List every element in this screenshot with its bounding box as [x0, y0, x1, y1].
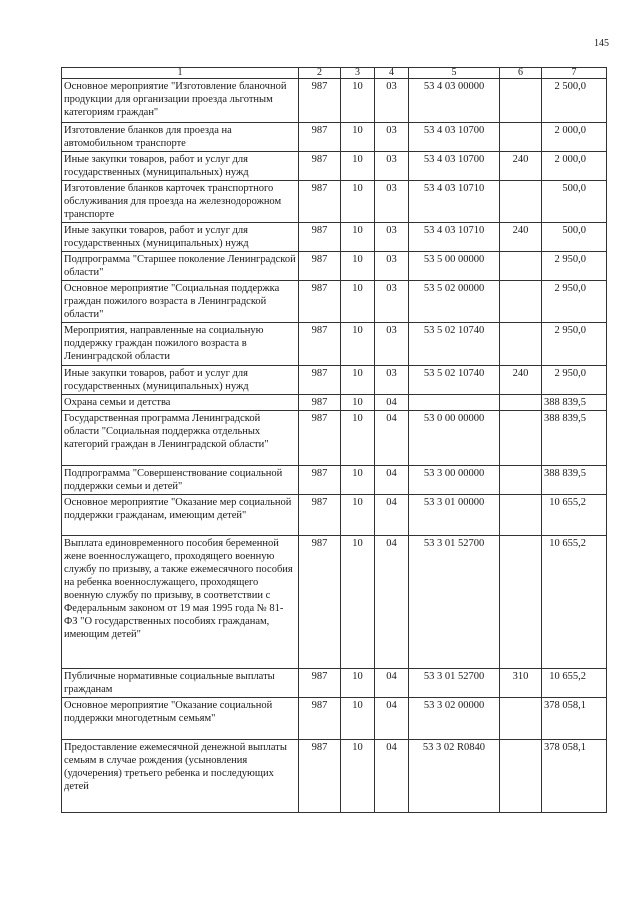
row-vr-cell	[500, 181, 542, 223]
row-sum-cell: 388 839,5	[542, 466, 607, 495]
row-grbs-cell: 987	[299, 323, 341, 366]
row-name-cell: Иные закупки товаров, работ и услуг для государственных (муниципальных) нужд	[62, 366, 299, 395]
row-csr-cell: 53 5 02 00000	[409, 281, 500, 323]
row-pr-cell: 03	[375, 252, 409, 281]
row-vr-cell	[500, 536, 542, 669]
row-csr-cell: 53 4 03 10700	[409, 123, 500, 152]
row-sum-cell: 10 655,2	[542, 495, 607, 536]
table-row	[62, 495, 607, 536]
table-row	[62, 152, 607, 181]
row-name-cell: Выплата единовременного пособия беременной жене военнослужащего, проходящего военную службу по призыву, а также ежемесячного пособия на ребенка военнослужащего, проходящего военную службу по призыву, в соответствии с Федеральным законом от 19 мая 1995 года № 81-ФЗ "О государственных пособиях гражданам, имеющим детей"	[62, 536, 299, 669]
row-sum-cell: 10 655,2	[542, 536, 607, 669]
row-csr-cell: 53 4 03 00000	[409, 79, 500, 123]
row-vr-cell	[500, 466, 542, 495]
row-csr-cell	[409, 395, 500, 411]
budget-table	[61, 67, 607, 813]
row-name-cell: Иные закупки товаров, работ и услуг для государственных (муниципальных) нужд	[62, 152, 299, 181]
table-row	[62, 223, 607, 252]
row-grbs-cell: 987	[299, 466, 341, 495]
header-col-vr: 6	[500, 68, 542, 79]
row-vr-cell	[500, 123, 542, 152]
row-grbs-cell: 987	[299, 740, 341, 813]
row-name-cell: Основное мероприятие "Социальная поддержка граждан пожилого возраста в Ленинградской области"	[62, 281, 299, 323]
row-vr-cell	[500, 411, 542, 466]
row-name-cell: Подпрограмма "Совершенствование социальной поддержки семьи и детей"	[62, 466, 299, 495]
row-name-cell: Иные закупки товаров, работ и услуг для государственных (муниципальных) нужд	[62, 223, 299, 252]
row-name-cell: Публичные нормативные социальные выплаты гражданам	[62, 669, 299, 698]
row-pr-cell: 03	[375, 281, 409, 323]
row-pr-cell: 04	[375, 536, 409, 669]
row-vr-cell	[500, 252, 542, 281]
row-csr-cell: 53 3 02 R0840	[409, 740, 500, 813]
row-sum-cell: 2 500,0	[542, 79, 607, 123]
header-col-pr: 4	[375, 68, 409, 79]
table-row	[62, 366, 607, 395]
row-rz-cell: 10	[341, 281, 375, 323]
table-row	[62, 740, 607, 813]
row-rz-cell: 10	[341, 740, 375, 813]
table-row	[62, 395, 607, 411]
row-grbs-cell: 987	[299, 495, 341, 536]
row-vr-cell	[500, 698, 542, 740]
row-grbs-cell: 987	[299, 366, 341, 395]
row-sum-cell: 2 000,0	[542, 123, 607, 152]
row-vr-cell	[500, 740, 542, 813]
row-rz-cell: 10	[341, 536, 375, 669]
row-name-cell: Предоставление ежемесячной денежной выплаты семьям в случае рождения (усыновления (удочерения) третьего ребенка и последующих детей	[62, 740, 299, 813]
row-pr-cell: 03	[375, 79, 409, 123]
row-sum-cell: 500,0	[542, 181, 607, 223]
row-vr-cell	[500, 323, 542, 366]
row-sum-cell: 2 950,0	[542, 323, 607, 366]
row-sum-cell: 10 655,2	[542, 669, 607, 698]
row-sum-cell: 2 950,0	[542, 252, 607, 281]
row-csr-cell: 53 3 01 00000	[409, 495, 500, 536]
row-sum-cell: 378 058,1	[542, 740, 607, 813]
row-rz-cell: 10	[341, 366, 375, 395]
row-pr-cell: 04	[375, 395, 409, 411]
row-grbs-cell: 987	[299, 698, 341, 740]
row-csr-cell: 53 0 00 00000	[409, 411, 500, 466]
row-sum-cell: 378 058,1	[542, 698, 607, 740]
table-body	[62, 68, 607, 813]
row-csr-cell: 53 5 00 00000	[409, 252, 500, 281]
row-vr-cell: 240	[500, 366, 542, 395]
row-csr-cell: 53 5 02 10740	[409, 366, 500, 395]
row-pr-cell: 04	[375, 495, 409, 536]
row-grbs-cell: 987	[299, 669, 341, 698]
row-grbs-cell: 987	[299, 181, 341, 223]
row-name-cell: Изготовление бланков карточек транспортного обслуживания для проезда на железнодорожном транспорте	[62, 181, 299, 223]
row-vr-cell	[500, 495, 542, 536]
row-grbs-cell: 987	[299, 395, 341, 411]
row-vr-cell	[500, 79, 542, 123]
table-row	[62, 79, 607, 123]
row-vr-cell	[500, 281, 542, 323]
row-csr-cell: 53 3 02 00000	[409, 698, 500, 740]
row-rz-cell: 10	[341, 698, 375, 740]
row-pr-cell: 03	[375, 152, 409, 181]
row-pr-cell: 04	[375, 669, 409, 698]
row-rz-cell: 10	[341, 395, 375, 411]
row-rz-cell: 10	[341, 411, 375, 466]
row-csr-cell: 53 4 03 10710	[409, 181, 500, 223]
row-vr-cell: 240	[500, 152, 542, 181]
row-rz-cell: 10	[341, 123, 375, 152]
row-csr-cell: 53 3 01 52700	[409, 669, 500, 698]
row-csr-cell: 53 3 00 00000	[409, 466, 500, 495]
table-row	[62, 411, 607, 466]
row-name-cell: Основное мероприятие "Оказание социальной поддержки многодетным семьям"	[62, 698, 299, 740]
table-header-row	[62, 68, 607, 79]
header-col-name: 1	[62, 68, 299, 79]
row-rz-cell: 10	[341, 495, 375, 536]
row-rz-cell: 10	[341, 323, 375, 366]
row-grbs-cell: 987	[299, 123, 341, 152]
page-number: 145	[594, 38, 609, 49]
row-csr-cell: 53 5 02 10740	[409, 323, 500, 366]
row-vr-cell: 240	[500, 223, 542, 252]
row-grbs-cell: 987	[299, 223, 341, 252]
row-pr-cell: 04	[375, 698, 409, 740]
row-pr-cell: 03	[375, 223, 409, 252]
row-grbs-cell: 987	[299, 536, 341, 669]
row-rz-cell: 10	[341, 466, 375, 495]
row-sum-cell: 2 000,0	[542, 152, 607, 181]
row-rz-cell: 10	[341, 669, 375, 698]
row-csr-cell: 53 3 01 52700	[409, 536, 500, 669]
table-row	[62, 669, 607, 698]
row-csr-cell: 53 4 03 10700	[409, 152, 500, 181]
row-pr-cell: 03	[375, 181, 409, 223]
row-rz-cell: 10	[341, 252, 375, 281]
row-pr-cell: 03	[375, 323, 409, 366]
row-grbs-cell: 987	[299, 252, 341, 281]
row-name-cell: Основное мероприятие "Оказание мер социальной поддержки гражданам, имеющим детей"	[62, 495, 299, 536]
row-name-cell: Подпрограмма "Старшее поколение Ленинградской области"	[62, 252, 299, 281]
table-row	[62, 466, 607, 495]
row-name-cell: Основное мероприятие "Изготовление бланочной продукции для организации проезда льготным категориям граждан"	[62, 79, 299, 123]
row-pr-cell: 03	[375, 366, 409, 395]
row-name-cell: Охрана семьи и детства	[62, 395, 299, 411]
header-col-rz: 3	[341, 68, 375, 79]
row-name-cell: Мероприятия, направленные на социальную поддержку граждан пожилого возраста в Ленинградской области	[62, 323, 299, 366]
row-vr-cell: 310	[500, 669, 542, 698]
row-grbs-cell: 987	[299, 411, 341, 466]
row-sum-cell: 2 950,0	[542, 366, 607, 395]
row-sum-cell: 388 839,5	[542, 411, 607, 466]
table-row	[62, 698, 607, 740]
row-rz-cell: 10	[341, 79, 375, 123]
table-row	[62, 323, 607, 366]
table-row	[62, 252, 607, 281]
row-vr-cell	[500, 395, 542, 411]
row-pr-cell: 03	[375, 123, 409, 152]
row-rz-cell: 10	[341, 181, 375, 223]
row-pr-cell: 04	[375, 740, 409, 813]
row-rz-cell: 10	[341, 223, 375, 252]
row-pr-cell: 04	[375, 466, 409, 495]
row-grbs-cell: 987	[299, 152, 341, 181]
header-col-csr: 5	[409, 68, 500, 79]
row-name-cell: Государственная программа Ленинградской области "Социальная поддержка отдельных категорий граждан в Ленинградской области"	[62, 411, 299, 466]
row-name-cell: Изготовление бланков для проезда на автомобильном транспорте	[62, 123, 299, 152]
header-col-sum: 7	[542, 68, 607, 79]
row-sum-cell: 500,0	[542, 223, 607, 252]
table-row	[62, 181, 607, 223]
row-pr-cell: 04	[375, 411, 409, 466]
row-rz-cell: 10	[341, 152, 375, 181]
table-row	[62, 281, 607, 323]
row-grbs-cell: 987	[299, 281, 341, 323]
row-sum-cell: 2 950,0	[542, 281, 607, 323]
table-row	[62, 536, 607, 669]
table-row	[62, 123, 607, 152]
row-csr-cell: 53 4 03 10710	[409, 223, 500, 252]
row-sum-cell: 388 839,5	[542, 395, 607, 411]
row-grbs-cell: 987	[299, 79, 341, 123]
header-col-grbs: 2	[299, 68, 341, 79]
